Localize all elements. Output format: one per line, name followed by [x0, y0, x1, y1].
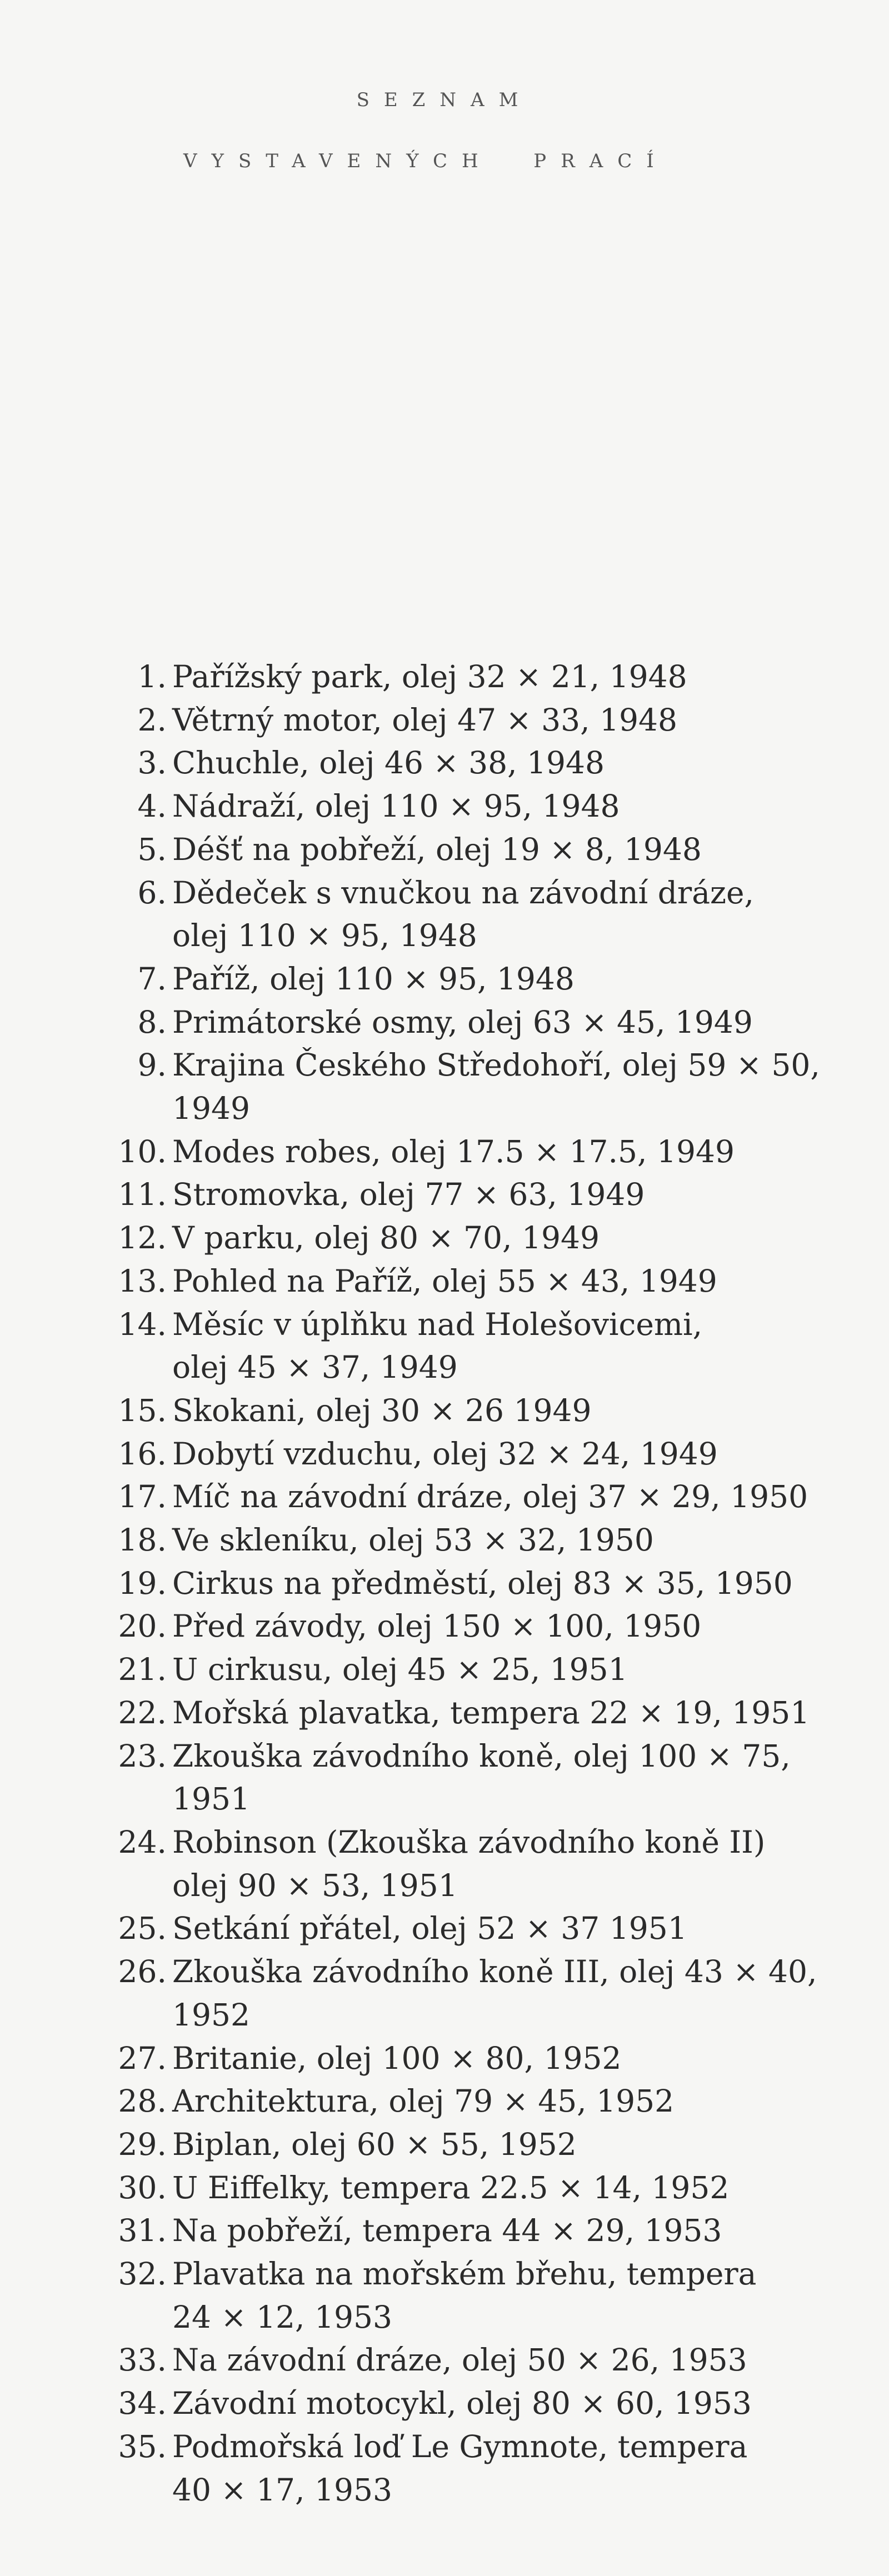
- item-number: 18.: [118, 1522, 167, 1558]
- list-item: [0, 1001, 889, 1044]
- item-line: Paříž, olej 110 × 95, 1948: [172, 961, 575, 997]
- item-line: Krajina Českého Středohoří, olej 59 × 50,: [172, 1047, 820, 1083]
- list-item: [0, 1821, 889, 1907]
- item-number: 12.: [118, 1220, 167, 1256]
- item-number: 21.: [118, 1652, 167, 1688]
- item-line: Stromovka, olej 77 × 63, 1949: [172, 1177, 645, 1213]
- item-line: Déšť na pobřeží, olej 19 × 8, 1948: [172, 831, 702, 867]
- list-item: [0, 1217, 889, 1260]
- item-number: 10.: [118, 1133, 167, 1169]
- item-number: 27.: [118, 2040, 167, 2076]
- item-text: [172, 1433, 828, 1476]
- item-line: Na pobřeží, tempera 44 × 29, 1953: [172, 2213, 722, 2249]
- item-number: 4.: [137, 788, 167, 824]
- item-line: 1952: [172, 1997, 250, 2033]
- item-line: Architektura, olej 79 × 45, 1952: [172, 2083, 675, 2119]
- works-list: [0, 656, 889, 2512]
- item-text: [172, 1260, 828, 1303]
- item-line: Podmořská loď Le Gymnote, tempera: [172, 2428, 748, 2464]
- item-number: 32.: [118, 2256, 167, 2292]
- item-line: Na závodní dráze, olej 50 × 26, 1953: [172, 2342, 747, 2378]
- item-line: olej 45 × 37, 1949: [172, 1349, 458, 1385]
- item-line: olej 110 × 95, 1948: [172, 918, 477, 954]
- item-line: Míč na závodní dráze, olej 37 × 29, 1950: [172, 1479, 808, 1515]
- item-number: 23.: [118, 1738, 167, 1774]
- item-text: [172, 1519, 828, 1562]
- item-text: [172, 1389, 828, 1433]
- item-line: Zkouška závodního koně III, olej 43 × 40,: [172, 1954, 817, 1990]
- item-text: [172, 1044, 828, 1130]
- item-text: [172, 699, 828, 742]
- item-text: [172, 2253, 828, 2339]
- item-line: Skokani, olej 30 × 26 1949: [172, 1392, 592, 1428]
- list-item: [0, 2080, 889, 2123]
- item-line: Dědeček s vnučkou na závodní dráze,: [172, 874, 754, 911]
- item-line: Nádraží, olej 110 × 95, 1948: [172, 788, 620, 824]
- item-number: 19.: [118, 1565, 167, 1601]
- list-item: [0, 1303, 889, 1389]
- item-line: 1951: [172, 1781, 250, 1817]
- list-item: [0, 2425, 889, 2512]
- item-text: [172, 2123, 828, 2167]
- item-number: 7.: [137, 961, 167, 997]
- list-item: [0, 1692, 889, 1735]
- list-item: [0, 1475, 889, 1519]
- item-text: [172, 828, 828, 872]
- list-item: [0, 2167, 889, 2210]
- item-text: [172, 1475, 828, 1519]
- page-header: [0, 0, 889, 200]
- list-item: [0, 2209, 889, 2253]
- item-number: 25.: [118, 1910, 167, 1947]
- item-line: 24 × 12, 1953: [172, 2299, 392, 2335]
- list-item: [0, 1433, 889, 1476]
- list-item: [0, 2339, 889, 2382]
- item-text: [172, 742, 828, 785]
- item-text: [172, 958, 828, 1001]
- item-line: Mořská plavatka, tempera 22 × 19, 1951: [172, 1694, 810, 1730]
- item-text: [172, 1821, 828, 1907]
- item-line: Před závody, olej 150 × 100, 1950: [172, 1608, 702, 1644]
- item-number: 30.: [118, 2169, 167, 2205]
- list-item: [0, 1519, 889, 1562]
- list-item: [0, 1389, 889, 1433]
- item-number: 17.: [118, 1479, 167, 1515]
- list-item: [0, 958, 889, 1001]
- item-text: [172, 2339, 828, 2382]
- item-text: [172, 1692, 828, 1735]
- item-line: Biplan, olej 60 × 55, 1952: [172, 2126, 577, 2162]
- item-line: Setkání přátel, olej 52 × 37 1951: [172, 1910, 687, 1947]
- list-item: [0, 1260, 889, 1303]
- list-item: [0, 1173, 889, 1217]
- item-line: Větrný motor, olej 47 × 33, 1948: [172, 702, 678, 738]
- item-line: Ve skleníku, olej 53 × 32, 1950: [172, 1522, 654, 1558]
- item-line: Britanie, olej 100 × 80, 1952: [172, 2040, 622, 2076]
- item-text: [172, 1303, 828, 1389]
- item-text: [172, 1217, 828, 1260]
- item-text: [172, 1605, 828, 1648]
- item-number: 2.: [137, 702, 167, 738]
- item-number: 22.: [118, 1694, 167, 1730]
- title-line-1: SEZNAM: [356, 89, 533, 111]
- item-number: 11.: [118, 1177, 167, 1213]
- item-number: 13.: [118, 1263, 167, 1299]
- item-number: 20.: [118, 1608, 167, 1644]
- item-text: [172, 1648, 828, 1692]
- item-line: Pařížský park, olej 32 × 21, 1948: [172, 659, 687, 694]
- list-item: [0, 1044, 889, 1130]
- item-text: [172, 2425, 828, 2512]
- item-text: [172, 2167, 828, 2210]
- item-text: [172, 1735, 828, 1821]
- item-line: Zkouška závodního koně, olej 100 × 75,: [172, 1738, 791, 1774]
- list-item: [0, 1605, 889, 1648]
- item-line: 40 × 17, 1953: [172, 2472, 392, 2508]
- item-line: V parku, olej 80 × 70, 1949: [172, 1220, 600, 1256]
- item-line: Pohled na Paříž, olej 55 × 43, 1949: [172, 1263, 717, 1299]
- item-number: 14.: [118, 1306, 167, 1342]
- list-item: [0, 2253, 889, 2339]
- list-item: [0, 785, 889, 828]
- list-item: [0, 699, 889, 742]
- item-text: [172, 1907, 828, 1950]
- item-line: Závodní motocykl, olej 80 × 60, 1953: [172, 2385, 752, 2422]
- item-number: 33.: [118, 2342, 167, 2378]
- list-item: [0, 1907, 889, 1950]
- item-text: [172, 656, 828, 699]
- list-item: [0, 872, 889, 958]
- item-line: Cirkus na předměstí, olej 83 × 35, 1950: [172, 1565, 793, 1601]
- item-line: 1949: [172, 1091, 250, 1127]
- item-text: [172, 1173, 828, 1217]
- title-line-2: VYSTAVENÝCH PRACÍ: [183, 150, 668, 172]
- item-number: 31.: [118, 2213, 167, 2249]
- item-number: 35.: [118, 2428, 167, 2464]
- item-line: Dobytí vzduchu, olej 32 × 24, 1949: [172, 1435, 718, 1472]
- list-item: [0, 2382, 889, 2425]
- item-number: 28.: [118, 2083, 167, 2119]
- item-line: olej 90 × 53, 1951: [172, 1867, 458, 1903]
- item-number: 15.: [118, 1392, 167, 1428]
- item-number: 1.: [137, 659, 167, 694]
- item-line: Měsíc v úplňku nad Holešovicemi,: [172, 1306, 703, 1342]
- item-number: 3.: [137, 745, 167, 781]
- item-number: 26.: [118, 1954, 167, 1990]
- item-line: Plavatka na mořském břehu, tempera: [172, 2256, 757, 2292]
- list-item: [0, 742, 889, 785]
- item-number: 9.: [137, 1047, 167, 1083]
- item-text: [172, 1950, 828, 2037]
- item-number: 8.: [137, 1004, 167, 1040]
- item-text: [172, 1562, 828, 1605]
- list-item: [0, 1950, 889, 2037]
- item-number: 5.: [137, 831, 167, 867]
- item-line: Modes robes, olej 17.5 × 17.5, 1949: [172, 1133, 735, 1169]
- list-item: [0, 1648, 889, 1692]
- item-text: [172, 785, 828, 828]
- item-line: U cirkusu, olej 45 × 25, 1951: [172, 1652, 628, 1688]
- list-item: [0, 828, 889, 872]
- list-item: [0, 656, 889, 699]
- list-item: [0, 2037, 889, 2080]
- item-number: 29.: [118, 2126, 167, 2162]
- item-text: [172, 2209, 828, 2253]
- item-line: Robinson (Zkouška závodního koně II): [172, 1824, 766, 1860]
- item-number: 34.: [118, 2385, 167, 2422]
- list-item: [0, 1735, 889, 1821]
- item-text: [172, 2080, 828, 2123]
- item-text: [172, 2037, 828, 2080]
- item-line: U Eiffelky, tempera 22.5 × 14, 1952: [172, 2169, 730, 2205]
- item-text: [172, 1131, 828, 1174]
- item-text: [172, 1001, 828, 1044]
- list-item: [0, 1562, 889, 1605]
- item-line: Primátorské osmy, olej 63 × 45, 1949: [172, 1004, 753, 1040]
- item-text: [172, 872, 828, 958]
- list-item: [0, 1131, 889, 1174]
- item-number: 24.: [118, 1824, 167, 1860]
- item-text: [172, 2382, 828, 2425]
- item-number: 16.: [118, 1435, 167, 1472]
- item-number: 6.: [137, 874, 167, 911]
- item-line: Chuchle, olej 46 × 38, 1948: [172, 745, 605, 781]
- list-item: [0, 2123, 889, 2167]
